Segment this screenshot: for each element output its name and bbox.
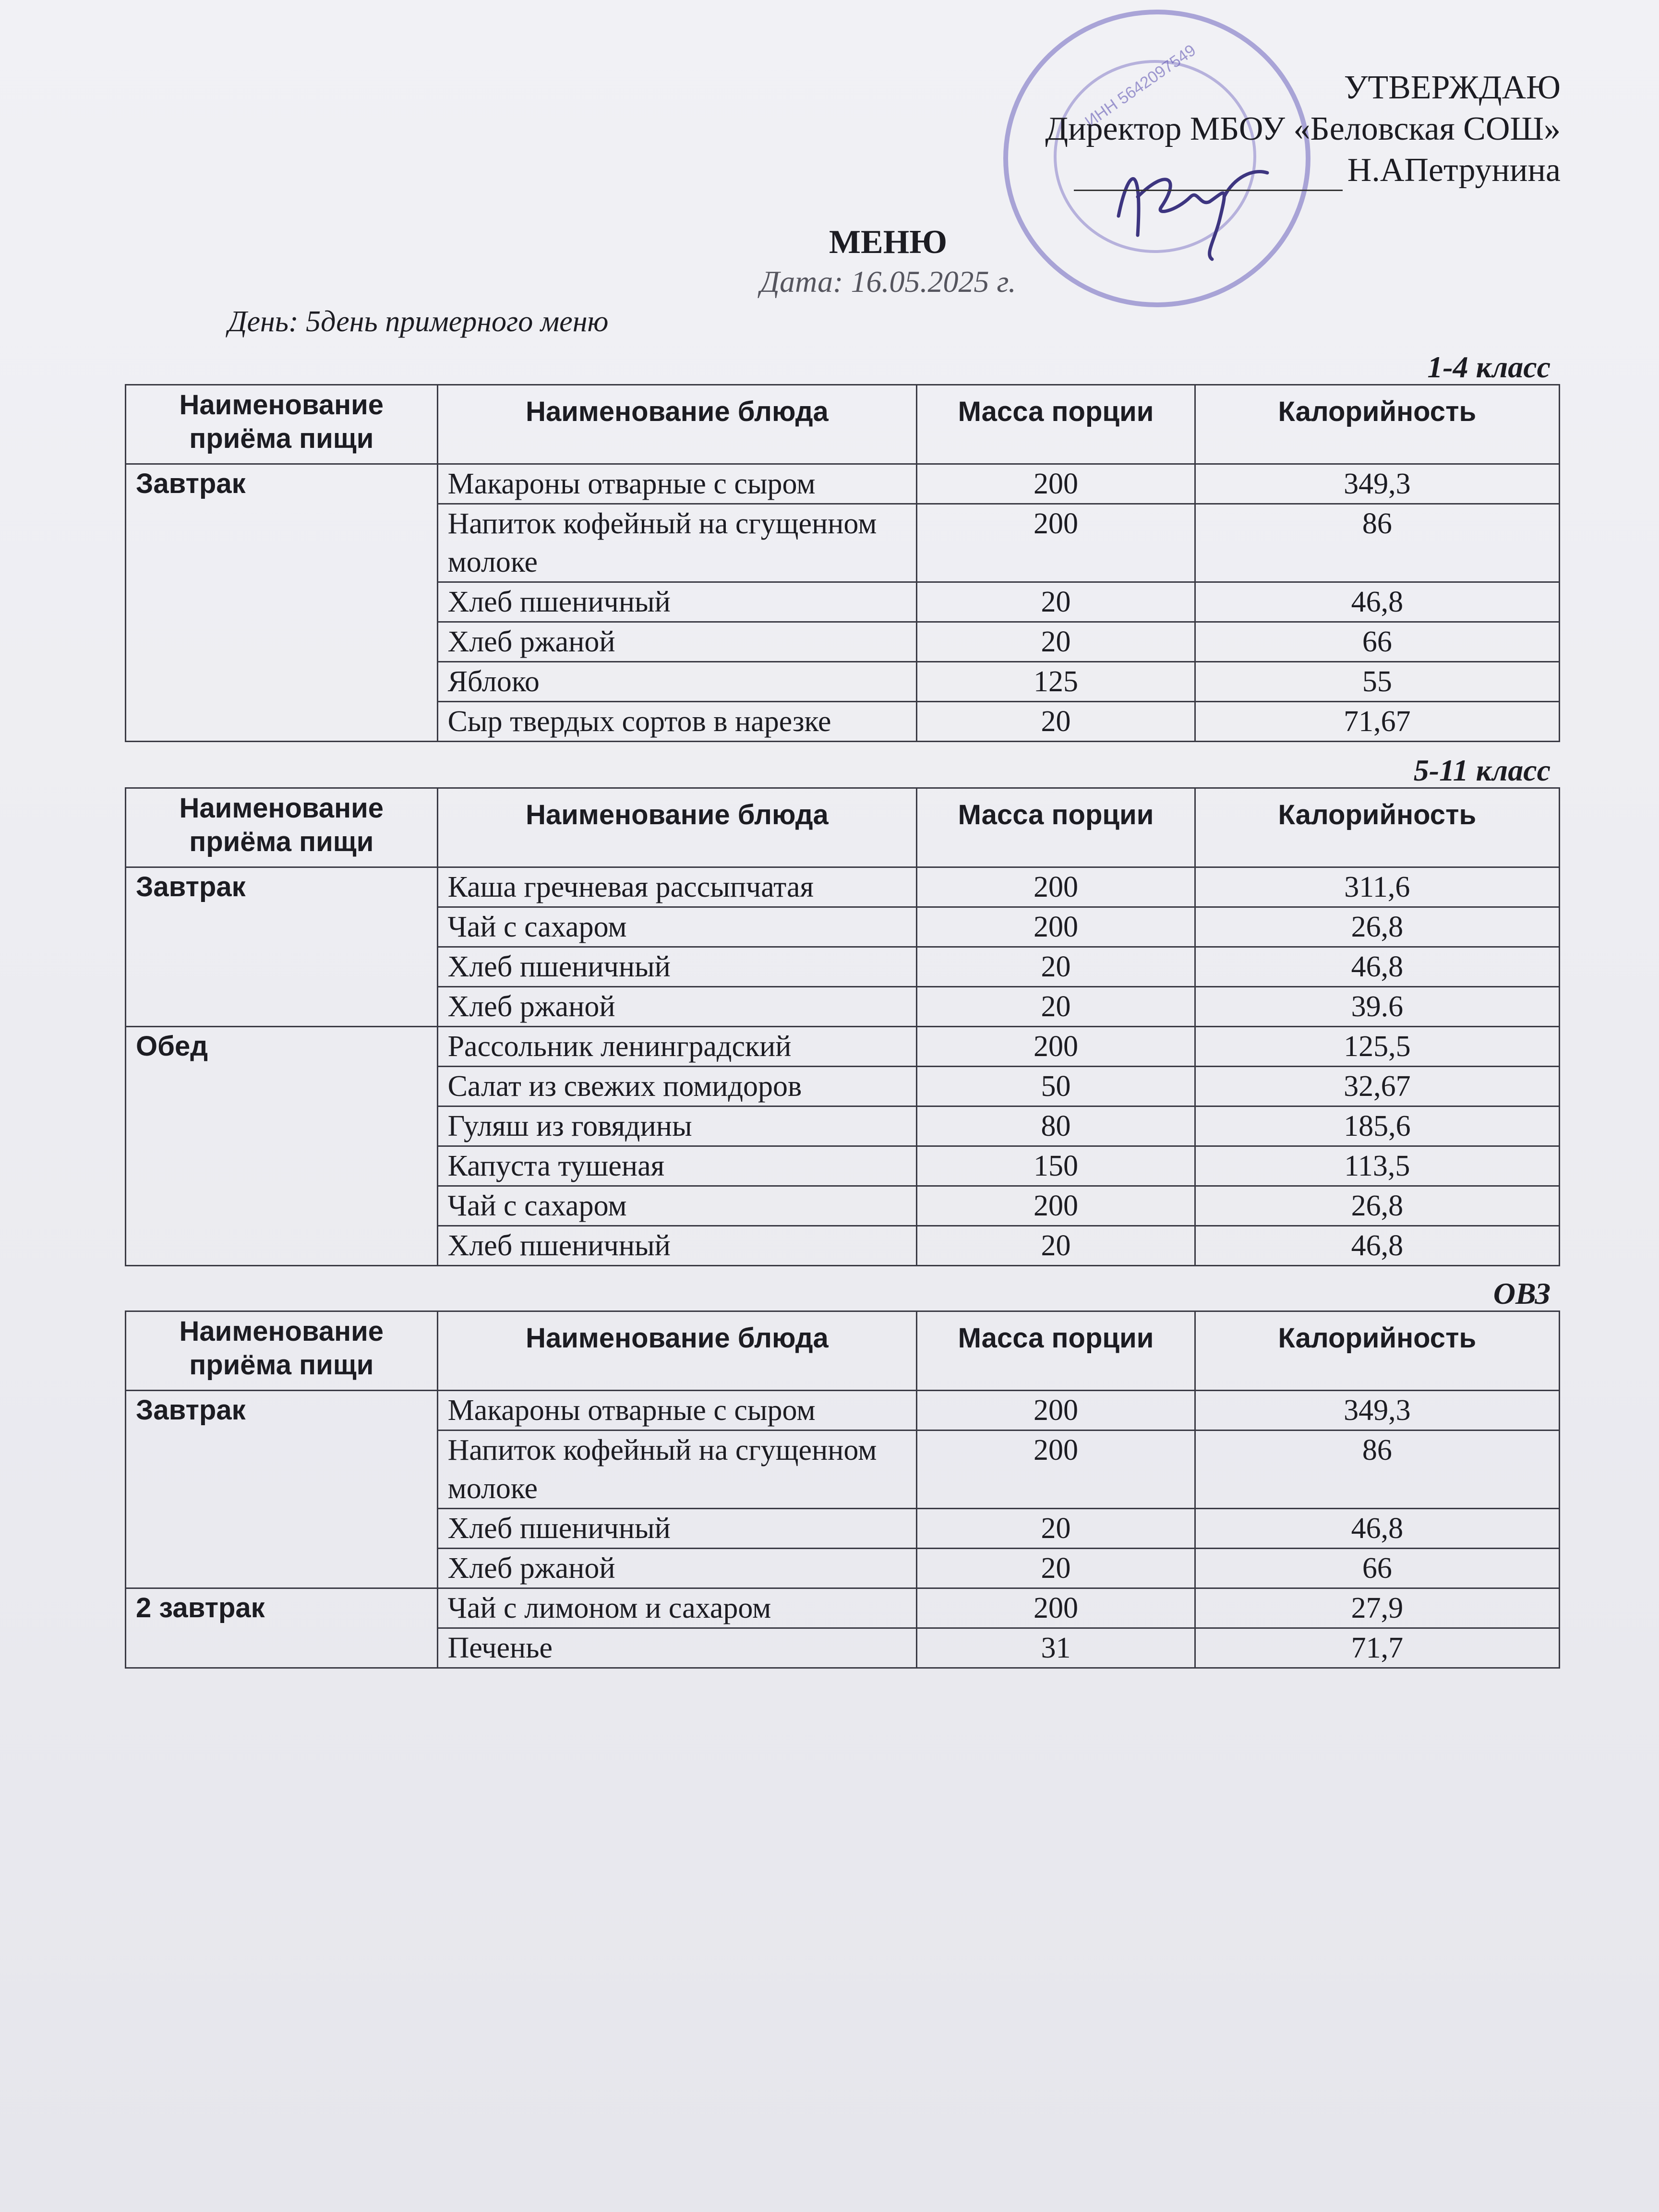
calories: 39.6 — [1195, 987, 1559, 1027]
calories: 86 — [1195, 504, 1559, 582]
table-row — [126, 1588, 1560, 1628]
approval-block — [1045, 67, 1561, 191]
header-row — [126, 385, 1560, 464]
calories: 66 — [1195, 622, 1559, 662]
director-signature-line — [1045, 150, 1561, 191]
calories: 66 — [1195, 1549, 1559, 1588]
calories: 55 — [1195, 662, 1559, 702]
meal-header-line: приёма пищи — [189, 826, 374, 857]
portion-mass: 20 — [917, 947, 1195, 987]
portion-mass: 200 — [917, 464, 1195, 504]
dish-name: Хлеб ржаной — [437, 622, 917, 662]
dish-header: Наименование блюда — [437, 1311, 917, 1391]
header-row — [126, 788, 1560, 867]
dish-name: Чай с лимоном и сахаром — [437, 1588, 917, 1628]
calories: 46,8 — [1195, 582, 1559, 622]
meal-header-line: Наименование — [179, 793, 384, 824]
calories: 46,8 — [1195, 947, 1559, 987]
portion-mass: 20 — [917, 1549, 1195, 1588]
mass-header: Масса порции — [917, 385, 1195, 464]
dish-name: Хлеб ржаной — [437, 1549, 917, 1588]
dish-name: Чай с сахаром — [437, 907, 917, 947]
dish-name: Каша гречневая рассыпчатая — [437, 867, 917, 907]
menu-table-block — [125, 754, 1560, 1266]
meal-header-line: Наименование — [179, 389, 384, 421]
menu-table — [125, 787, 1560, 1266]
calories: 46,8 — [1195, 1509, 1559, 1549]
signature-underline — [1074, 161, 1343, 191]
dish-name: Печенье — [437, 1628, 917, 1668]
portion-mass: 80 — [917, 1106, 1195, 1146]
dish-name: Хлеб пшеничный — [437, 582, 917, 622]
portion-mass: 200 — [917, 1431, 1195, 1509]
portion-mass: 50 — [917, 1067, 1195, 1106]
meal-header — [126, 385, 438, 464]
meal-name: Завтрак — [126, 464, 438, 742]
calories-header: Калорийность — [1195, 1311, 1559, 1391]
portion-mass: 200 — [917, 1186, 1195, 1226]
meal-header — [126, 1311, 438, 1391]
calories: 311,6 — [1195, 867, 1559, 907]
dish-name: Хлеб ржаной — [437, 987, 917, 1027]
menu-table — [125, 384, 1560, 742]
calories: 71,67 — [1195, 702, 1559, 742]
dish-name: Салат из свежих помидоров — [437, 1067, 917, 1106]
portion-mass: 150 — [917, 1146, 1195, 1186]
calories: 32,67 — [1195, 1067, 1559, 1106]
dish-name: Чай с сахаром — [437, 1186, 917, 1226]
dish-name: Макароны отварные с сыром — [437, 464, 917, 504]
calories: 86 — [1195, 1431, 1559, 1509]
mass-header: Масса порции — [917, 788, 1195, 867]
director-name: Н.АПетрунина — [1347, 152, 1561, 189]
class-label: 5-11 класс — [1413, 753, 1551, 787]
dish-header: Наименование блюда — [437, 385, 917, 464]
portion-mass: 200 — [917, 867, 1195, 907]
dish-name: Хлеб пшеничный — [437, 947, 917, 987]
calories: 185,6 — [1195, 1106, 1559, 1146]
dish-name: Макароны отварные с сыром — [437, 1391, 917, 1431]
director-title: Директор МБОУ «Беловская СОШ» — [1045, 110, 1561, 147]
page-title: МЕНЮ — [829, 224, 948, 261]
dish-name: Напиток кофейный на сгущенном молоке — [437, 504, 917, 582]
dish-name: Напиток кофейный на сгущенном молоке — [437, 1431, 917, 1509]
calories: 46,8 — [1195, 1226, 1559, 1266]
dish-name: Капуста тушеная — [437, 1146, 917, 1186]
meal-name: Завтрак — [126, 867, 438, 1027]
portion-mass: 20 — [917, 1226, 1195, 1266]
menu-table-block — [125, 350, 1560, 742]
calories: 27,9 — [1195, 1588, 1559, 1628]
dish-name: Хлеб пшеничный — [437, 1509, 917, 1549]
portion-mass: 20 — [917, 987, 1195, 1027]
menu-day: День: 5день примерного меню — [228, 305, 609, 338]
meal-name: Обед — [126, 1027, 438, 1266]
meal-name: 2 завтрак — [126, 1588, 438, 1668]
portion-mass: 200 — [917, 1588, 1195, 1628]
portion-mass: 125 — [917, 662, 1195, 702]
menu-table — [125, 1310, 1560, 1669]
dish-name: Рассольник ленинградский — [437, 1027, 917, 1067]
header-row — [126, 1311, 1560, 1391]
portion-mass: 200 — [917, 1391, 1195, 1431]
menu-table-block — [125, 1277, 1560, 1669]
portion-mass: 200 — [917, 1027, 1195, 1067]
class-label: ОВЗ — [1493, 1276, 1551, 1310]
portion-mass: 20 — [917, 622, 1195, 662]
portion-mass: 20 — [917, 582, 1195, 622]
calories: 113,5 — [1195, 1146, 1559, 1186]
portion-mass: 200 — [917, 907, 1195, 947]
table-row — [126, 1027, 1560, 1067]
calories-header: Калорийность — [1195, 788, 1559, 867]
table-row — [126, 464, 1560, 504]
stamp-text: ИНН 5642097549 — [1082, 41, 1200, 131]
class-label: 1-4 класс — [1427, 350, 1551, 384]
calories: 71,7 — [1195, 1628, 1559, 1668]
calories: 125,5 — [1195, 1027, 1559, 1067]
calories: 349,3 — [1195, 464, 1559, 504]
dish-name: Хлеб пшеничный — [437, 1226, 917, 1266]
approve-heading: УТВЕРЖДАЮ — [1344, 69, 1561, 106]
menu-date: Дата: 16.05.2025 г. — [760, 264, 1016, 299]
meal-header-line: приёма пищи — [189, 423, 374, 454]
calories: 26,8 — [1195, 1186, 1559, 1226]
table-row — [126, 867, 1560, 907]
meal-header-line: Наименование — [179, 1316, 384, 1347]
meal-name: Завтрак — [126, 1391, 438, 1588]
calories-header: Калорийность — [1195, 385, 1559, 464]
dish-header: Наименование блюда — [437, 788, 917, 867]
portion-mass: 20 — [917, 1509, 1195, 1549]
mass-header: Масса порции — [917, 1311, 1195, 1391]
dish-name: Яблоко — [437, 662, 917, 702]
calories: 26,8 — [1195, 907, 1559, 947]
portion-mass: 31 — [917, 1628, 1195, 1668]
dish-name: Гуляш из говядины — [437, 1106, 917, 1146]
portion-mass: 20 — [917, 702, 1195, 742]
meal-header — [126, 788, 438, 867]
portion-mass: 200 — [917, 504, 1195, 582]
dish-name: Сыр твердых сортов в нарезке — [437, 702, 917, 742]
calories: 349,3 — [1195, 1391, 1559, 1431]
meal-header-line: приёма пищи — [189, 1349, 374, 1381]
table-row — [126, 1391, 1560, 1431]
